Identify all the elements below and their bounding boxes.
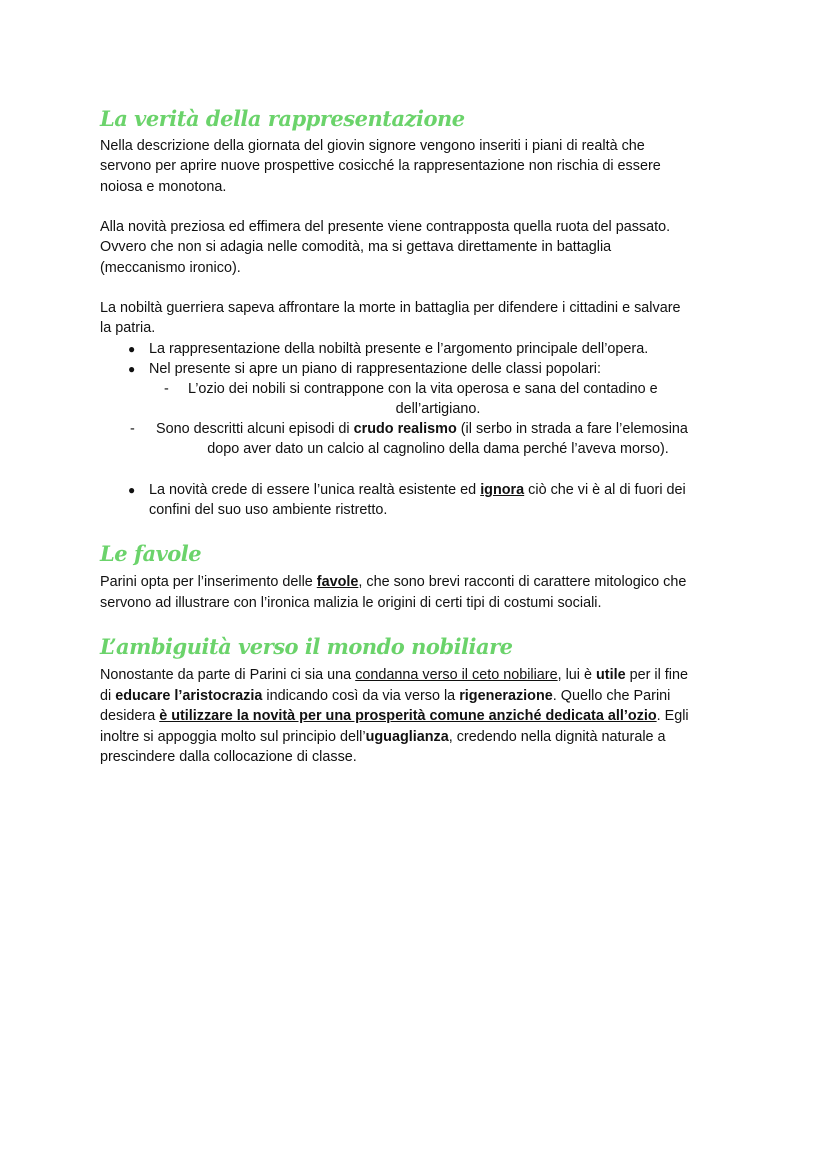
paragraph-line: Nella descrizione della giornata del giovin signore vengono inseriti i piani di realtà che bbox=[100, 138, 645, 154]
bullet-icon: ● bbox=[128, 342, 136, 356]
bullet-item: La rappresentazione della nobiltà presente e l’argomento principale dell’opera. bbox=[149, 341, 649, 357]
bullet-item: La novità crede di essere l’unica realtà esistente ed ignora ciò che vi è al di fuori dei bbox=[149, 482, 686, 498]
paragraph-line: servono per aprire nuove prospettive cosicché la rappresentazione non rischia di essere bbox=[100, 158, 661, 174]
bullet-item: Nel presente si apre un piano di rappresentazione delle classi popolari: bbox=[149, 361, 601, 377]
paragraph-line: la patria. bbox=[100, 320, 156, 336]
section-title-favole: Le favole bbox=[100, 541, 202, 566]
bullet-item: confini del suo uso ambiente ristretto. bbox=[149, 502, 388, 518]
paragraph-line: inoltre si appoggia molto sul principio dell’uguaglianza, credendo nella dignità naturale a bbox=[100, 729, 666, 745]
sub-bullet-item: dell’artigiano. bbox=[395, 401, 481, 417]
paragraph-line: Nonostante da parte di Parini ci sia una condanna verso il ceto nobiliare, lui è utile per il fine bbox=[100, 667, 688, 683]
dash-icon: - bbox=[164, 381, 169, 397]
paragraph-line: servono ad illustrare con l’ironica malizia le origini di certi tipi di costumi sociali. bbox=[100, 595, 602, 611]
paragraph-line: Ovvero che non si adagia nelle comodità, ma si gettava direttamente in battaglia bbox=[100, 239, 612, 255]
paragraph-line: prescindere dalla collocazione di classe. bbox=[100, 749, 357, 765]
sub-bullet-item: Sono descritti alcuni episodi di crudo realismo (il serbo in strada a fare l’elemosina bbox=[156, 421, 688, 437]
sub-bullet-item: dopo aver dato un calcio al cagnolino della dama perché l’aveva morso). bbox=[207, 441, 669, 457]
paragraph-line: Alla novità preziosa ed effimera del presente viene contrapposta quella ruota del passato. bbox=[100, 219, 671, 235]
paragraph-line: di educare l’aristocrazia indicando così da via verso la rigenerazione. Quello che Parini bbox=[100, 688, 671, 704]
bullet-icon: ● bbox=[128, 483, 136, 497]
sub-bullet-item: L’ozio dei nobili si contrappone con la vita operosa e sana del contadino e bbox=[188, 381, 658, 397]
section-title-verita: La verità della rappresentazione bbox=[100, 106, 465, 131]
paragraph-line: (meccanismo ironico). bbox=[100, 260, 241, 276]
paragraph-line: desidera è utilizzare la novità per una prosperità comune anziché dedicata all’ozio. Egli bbox=[100, 708, 689, 724]
dash-icon: - bbox=[130, 421, 135, 437]
paragraph-line: Parini opta per l’inserimento delle favole, che sono brevi racconti di carattere mitologico che bbox=[100, 574, 687, 590]
paragraph-line: La nobiltà guerriera sapeva affrontare la morte in battaglia per difendere i cittadini e salvare bbox=[100, 300, 681, 316]
section-title-ambiguita: L’ambiguità verso il mondo nobiliare bbox=[100, 634, 513, 659]
paragraph-line: noiosa e monotona. bbox=[100, 179, 227, 195]
bullet-icon: ● bbox=[128, 362, 136, 376]
